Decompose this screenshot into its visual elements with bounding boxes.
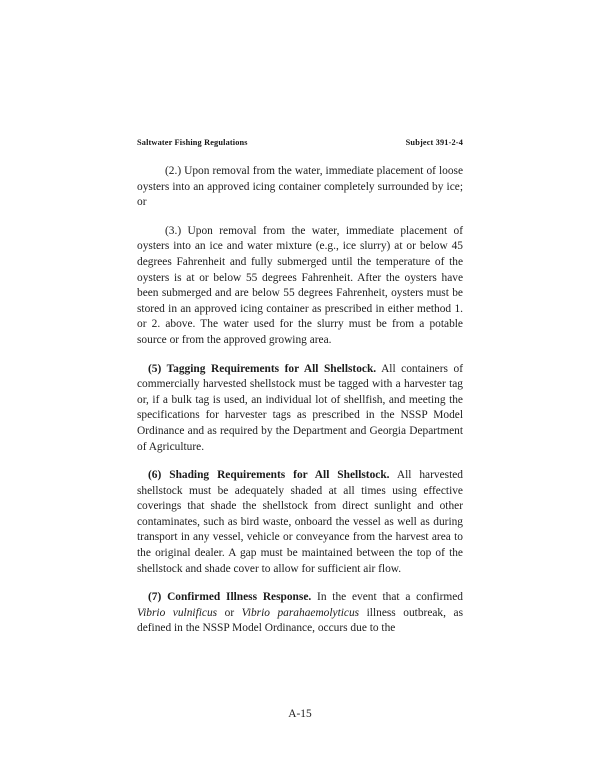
header-right-subject: Subject 391-2-4 <box>405 138 463 147</box>
paragraph-section-6 <box>137 468 463 577</box>
section-7-text-tail: illness outbreak, as defined in the NSSP Model Ordinance, occurs due to the <box>137 606 464 635</box>
section-5-heading: (5) Tagging Requirements for All Shellstock. <box>148 362 377 375</box>
section-5-text: All containers of commercially harvested shellstock must be tagged with a harvester tag or, if a bulk tag is used, an individual lot of shellfish, and meeting the specifications for harvester tags as prescribed in the NSSP Model Ordinance and as required by the Department and Georgia Department of Agriculture. <box>137 362 463 453</box>
section-7-heading: (7) Confirmed Illness Response. <box>148 591 312 604</box>
paragraph-item-2-text: (2.) Upon removal from the water, immediate placement of loose oysters into an approved icing container completely surrounded by ice; or <box>137 165 463 209</box>
paragraph-section-7 <box>137 590 463 637</box>
section-6-heading: (6) Shading Requirements for All Shellstock. <box>148 469 390 482</box>
paragraph-section-5 <box>137 362 463 456</box>
page-number: A-15 <box>288 708 312 720</box>
page-content <box>137 138 463 637</box>
running-header <box>137 138 463 147</box>
species-name-vibrio-parahaemolyticus: Vibrio parahaemolyticus <box>241 606 360 619</box>
paragraph-item-2 <box>137 164 463 211</box>
section-7-text-conjunction: or <box>217 606 242 619</box>
paragraph-item-3-text: (3.) Upon removal from the water, immediate placement of oysters into an ice and water mixture (e.g., ice slurry) at or below 45 degrees Fahrenheit and fully submerged until the temperature of the oysters is at or below 55 degrees Fahrenheit. After the oysters have been submerged and are below 55 degrees Fahrenheit, oysters must be stored in an approved icing container as prescribed in either method 1. or 2. above. The water used for the slurry must be from a potable source or from the approved growing area. <box>137 224 463 346</box>
section-7-text-lead: In the event that a confirmed <box>311 591 463 604</box>
paragraph-item-3 <box>137 224 463 349</box>
section-6-text: All harvested shellstock must be adequately shaded at all times using effective coverings that shade the shellstock from direct sunlight and other contaminates, such as bird waste, onboard the vessel as well as during transport in any vessel, vehicle or conveyance from the harvest area to the original dealer. A gap must be maintained between the top of the shellstock and shade cover to allow for sufficient air flow. <box>137 469 463 575</box>
species-name-vibrio-vulnificus: Vibrio vulnificus <box>137 606 218 619</box>
header-left-title: Saltwater Fishing Regulations <box>137 138 248 147</box>
